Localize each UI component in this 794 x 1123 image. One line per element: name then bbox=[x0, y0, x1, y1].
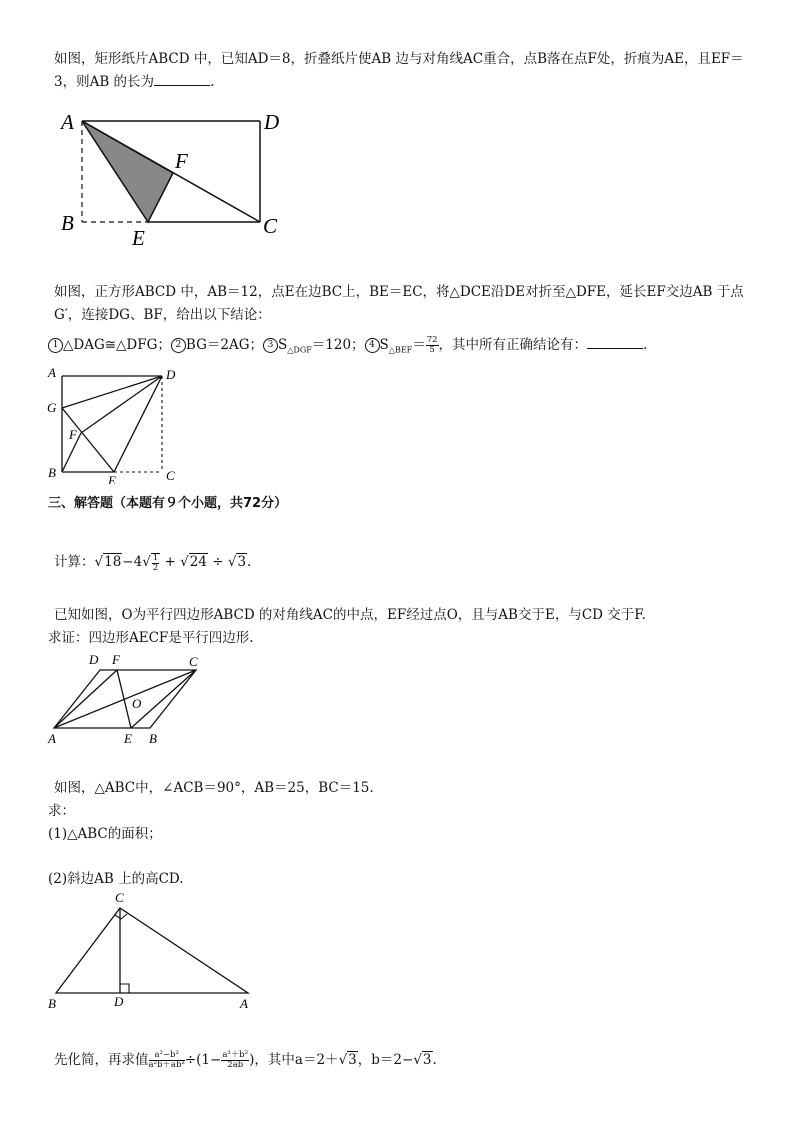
q5-line2: 求： bbox=[48, 803, 75, 819]
q5-line1: 如图，△ABC中，∠ACB＝90°，AB＝25，BC＝15. bbox=[54, 780, 374, 796]
sqrt-symbol-2: √ bbox=[142, 554, 151, 570]
label-c: C bbox=[115, 890, 124, 905]
f2-den: 2ab bbox=[227, 1060, 244, 1070]
q3-end: . bbox=[247, 554, 252, 570]
label-a: A bbox=[48, 365, 56, 380]
label-f: F bbox=[175, 149, 188, 173]
label-a: A bbox=[48, 731, 56, 746]
q3-prefix: 计算： bbox=[54, 554, 95, 570]
half-den: 2 bbox=[152, 562, 159, 573]
sqrt-symbol-4: √ bbox=[227, 554, 237, 570]
section-title: 三、解答题（本题有９个小题，共72分） bbox=[48, 496, 288, 511]
f1-den: a²b＋ab² bbox=[148, 1060, 185, 1070]
q5-line4: (2)斜边AB 上的高CD. bbox=[48, 871, 184, 887]
q1-end: . bbox=[210, 74, 215, 90]
q1-line1: 如图，矩形纸片ABCD 中，已知AD＝8，折叠纸片使AB 边与对角线AC重合，点B落在点F处，折痕为AE，且EF＝ bbox=[54, 51, 744, 67]
sqrt-symbol-a: √ bbox=[338, 1052, 348, 1068]
label-a: A bbox=[61, 110, 74, 134]
label-d: D bbox=[166, 367, 176, 382]
answer-blank bbox=[154, 71, 210, 86]
answer-blank-2 bbox=[587, 334, 643, 349]
label-e: E bbox=[124, 731, 132, 746]
label-g: G bbox=[47, 400, 57, 415]
label-a: A bbox=[240, 996, 248, 1011]
label-d: D bbox=[264, 110, 280, 134]
radicand-b: 3 bbox=[422, 1052, 432, 1068]
circle-3: 3 bbox=[263, 338, 278, 353]
conclusion-4-eq: ＝ bbox=[412, 337, 426, 353]
right-angle-c bbox=[115, 914, 127, 919]
q1-line2-text: 3，则AB 的长为 bbox=[54, 74, 155, 90]
label-o: O bbox=[132, 696, 142, 711]
radicand-half bbox=[151, 553, 160, 573]
q2-end: . bbox=[643, 337, 648, 353]
q4-text bbox=[48, 604, 748, 650]
fraction-72-5 bbox=[426, 336, 439, 355]
diagonal-ac bbox=[54, 670, 196, 728]
conclusion-1: △DAG≅△DFG； bbox=[63, 337, 171, 353]
conclusion-3-s: S bbox=[278, 337, 288, 353]
segment-af bbox=[54, 670, 117, 728]
circle-2: 2 bbox=[171, 338, 186, 353]
frac-num: 72 bbox=[426, 335, 438, 345]
label-e: E bbox=[132, 226, 145, 250]
q2-conclusions bbox=[48, 332, 748, 364]
right-angle-d bbox=[120, 984, 129, 993]
radicand-18: 18 bbox=[104, 554, 122, 570]
q6-prefix: 先化简，再求值 bbox=[54, 1052, 149, 1068]
q5-text bbox=[48, 777, 748, 846]
triangle-abc bbox=[56, 908, 248, 993]
folded-triangle bbox=[82, 121, 173, 222]
radicand-24: 24 bbox=[189, 554, 207, 570]
sqrt-symbol-b: √ bbox=[413, 1052, 422, 1068]
label-e: E bbox=[108, 473, 116, 484]
conclusion-3-sub: △DGF bbox=[287, 345, 312, 355]
q5-figure bbox=[44, 886, 259, 1016]
label-c: C bbox=[166, 468, 175, 483]
plus-sign: + bbox=[160, 554, 181, 570]
conclusion-4-tail: ，其中所有正确结论有： bbox=[438, 337, 588, 353]
conclusion-3-rest: ＝120； bbox=[311, 337, 365, 353]
q5-line3: (1)△ABC的面积； bbox=[48, 826, 162, 842]
q6-expression bbox=[48, 1046, 754, 1074]
sqrt-symbol-1: √ bbox=[94, 554, 104, 570]
q6-end: . bbox=[432, 1052, 437, 1068]
q1-line2 bbox=[54, 71, 754, 94]
label-c: C bbox=[263, 214, 278, 238]
q4-line1: 已知如图，O为平行四边形ABCD 的对角线AC的中点，EF经过点O，且与AB交于E，与CD 交于F. bbox=[54, 607, 646, 623]
label-d: D bbox=[114, 994, 124, 1009]
q4-line2: 求证：四边形AECF是平行四边形. bbox=[48, 630, 254, 646]
radicand-a: 3 bbox=[348, 1052, 357, 1068]
conclusion-2: BG＝2AG； bbox=[185, 337, 263, 353]
q6-close: )，其中a＝2＋ bbox=[249, 1052, 339, 1068]
label-b: B bbox=[48, 996, 56, 1011]
div-sign: ÷ bbox=[207, 554, 228, 570]
q2-line2: G′，连接DG、BF，给出以下结论： bbox=[54, 307, 271, 323]
label-b: B bbox=[48, 465, 56, 480]
segment-de bbox=[114, 376, 162, 472]
fraction-1 bbox=[149, 1051, 185, 1070]
q1-figure bbox=[55, 105, 295, 250]
q1-text bbox=[48, 48, 754, 94]
radicand-3: 3 bbox=[237, 554, 247, 570]
q2-text bbox=[48, 281, 754, 327]
fraction-2 bbox=[221, 1051, 249, 1070]
f1-num: a²−b² bbox=[149, 1051, 185, 1061]
segment-dg bbox=[62, 376, 162, 408]
label-b: B bbox=[149, 731, 157, 746]
label-c: C bbox=[189, 654, 198, 669]
q3-expression bbox=[48, 549, 754, 575]
segment-df bbox=[81, 376, 162, 433]
minus-4: −4 bbox=[122, 554, 143, 570]
half-num: 1 bbox=[152, 552, 159, 563]
q6-mid: ，b＝2− bbox=[357, 1052, 414, 1068]
sqrt-symbol-3: √ bbox=[180, 554, 189, 570]
label-b: B bbox=[61, 211, 74, 235]
circle-4: 4 bbox=[365, 338, 380, 353]
circle-1: 1 bbox=[48, 338, 63, 353]
f2-num: a²＋b² bbox=[222, 1050, 249, 1060]
conclusion-4-s: S bbox=[379, 337, 389, 353]
conclusion-4-sub: △BEF bbox=[388, 345, 413, 355]
q6-div: ÷(1− bbox=[184, 1052, 222, 1068]
segment-ef bbox=[117, 670, 131, 728]
q2-line1: 如图，正方形ABCD 中，AB＝12，点E在边BC上，BE＝EC，将△DCE沿DE对折至△DFE，延长EF交边AB 于点 bbox=[54, 284, 744, 300]
label-f: F bbox=[112, 652, 120, 667]
label-f: F bbox=[69, 427, 77, 442]
q2-figure bbox=[44, 364, 194, 484]
frac-den: 5 bbox=[429, 345, 435, 355]
q4-figure bbox=[44, 650, 214, 750]
label-d: D bbox=[89, 652, 99, 667]
diagonal-ac bbox=[82, 121, 260, 222]
